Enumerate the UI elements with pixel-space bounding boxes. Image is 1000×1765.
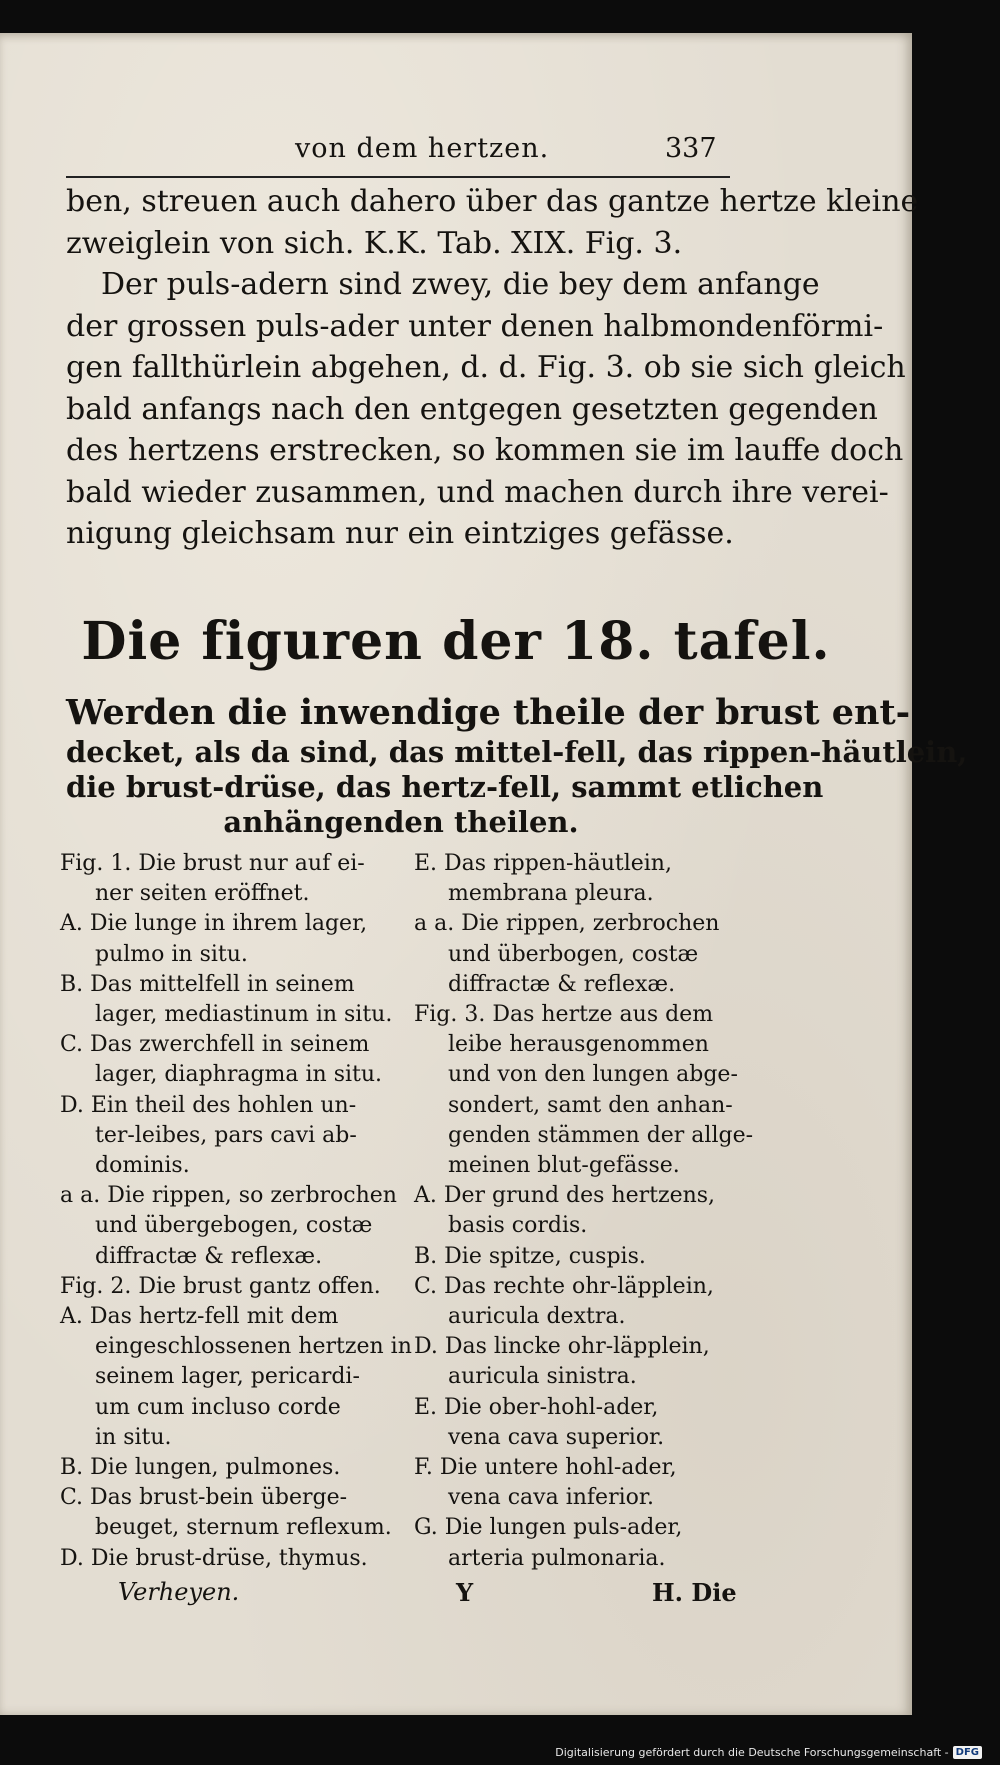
body-line: nigung gleichsam nur ein eintziges gefässe. — [66, 516, 734, 551]
legend-line: A. Die lunge in ihrem lager, — [60, 911, 368, 937]
legend-line: und übergebogen, costæ — [95, 1213, 373, 1239]
credit-text: Digitalisierung gefördert durch die Deutsche Forschungsgemeinschaft - — [555, 1746, 949, 1759]
legend-line: um cum incluso corde — [95, 1394, 341, 1420]
legend-line: C. Das zwerchfell in seinem — [60, 1032, 370, 1058]
legend-column-left — [60, 849, 412, 1574]
legend-line: sondert, samt den anhan- — [448, 1092, 733, 1118]
legend-line: D. Das lincke ohr-läpplein, — [414, 1334, 710, 1360]
legend-line: diffractæ & reflexæ. — [448, 971, 676, 997]
intro-line: Werden die inwendige theile der brust ent- — [66, 692, 911, 733]
legend-line: ner seiten eröffnet. — [95, 881, 310, 907]
legend-line: B. Das mittelfell in seinem — [60, 971, 355, 997]
intro-line: decket, als da sind, das mittel-fell, das rippen-häutlein, — [66, 735, 968, 769]
legend-line: E. Das rippen-häutlein, — [414, 851, 672, 876]
legend-line: C. Das brust-bein überge- — [60, 1485, 348, 1511]
legend-line: auricula sinistra. — [448, 1364, 637, 1390]
section-title: Die figuren der 18. tafel. — [81, 611, 831, 672]
signature-mark: Y — [456, 1578, 474, 1607]
body-paragraphs — [66, 181, 919, 555]
legend-line: in situ. — [95, 1424, 172, 1450]
legend-line: Fig. 2. Die brust gantz offen. — [60, 1273, 381, 1299]
legend-line: E. Die ober-hohl-ader, — [414, 1394, 659, 1420]
catchword-left: Verheyen. — [118, 1578, 240, 1606]
body-line: gen fallthürlein abgehen, d. d. Fig. 3. ob sie sich gleich — [66, 350, 906, 385]
legend-line: D. Ein theil des hohlen un- — [60, 1092, 357, 1118]
legend-line: lager, mediastinum in situ. — [95, 1002, 393, 1028]
legend-line: und überbogen, costæ — [448, 941, 699, 967]
legend-line: F. Die untere hohl-ader, — [414, 1455, 677, 1481]
legend-line: arteria pulmonaria. — [448, 1545, 666, 1571]
legend-line: und von den lungen abge- — [448, 1062, 738, 1088]
legend-column-right — [414, 849, 754, 1574]
legend-line: membrana pleura. — [448, 881, 654, 907]
legend-line: C. Das rechte ohr-läpplein, — [414, 1273, 714, 1299]
legend-line: eingeschlossenen hertzen in — [95, 1334, 412, 1360]
legend-line: a a. Die rippen, so zerbrochen — [60, 1183, 397, 1209]
legend-line: a a. Die rippen, zerbrochen — [414, 911, 720, 937]
intro-line: anhängenden theilen. — [223, 805, 579, 839]
legend-line: B. Die lungen, pulmones. — [60, 1455, 341, 1481]
legend-line: diffractæ & reflexæ. — [95, 1243, 323, 1269]
legend-line: beuget, sternum reflexum. — [95, 1515, 392, 1541]
legend-line: leibe herausgenommen — [448, 1032, 709, 1058]
running-head: von dem hertzen. — [295, 133, 550, 164]
header-rule — [66, 176, 730, 178]
legend-line: A. Das hertz-fell mit dem — [60, 1304, 339, 1330]
legend-line: ter-leibes, pars cavi ab- — [95, 1122, 357, 1148]
legend-line: seinem lager, pericardi- — [95, 1364, 360, 1390]
body-line: bald anfangs nach den entgegen gesetzten gegenden — [66, 391, 878, 427]
legend-line: D. Die brust-drüse, thymus. — [60, 1545, 368, 1571]
digitization-credit — [555, 1746, 982, 1759]
dfg-logo: DFG — [953, 1746, 982, 1759]
legend-line: vena cava superior. — [448, 1424, 665, 1450]
legend-line: genden stämmen der allge- — [448, 1122, 754, 1148]
legend-line: Fig. 1. Die brust nur auf ei- — [60, 851, 365, 876]
legend-line: G. Die lungen puls-ader, — [414, 1515, 683, 1541]
body-line: Der puls-adern sind zwey, die bey dem anfange — [101, 267, 820, 302]
body-line: ben, streuen auch dahero über das gantze hertze kleine — [66, 184, 919, 219]
book-page — [0, 33, 968, 1715]
body-line: des hertzens erstrecken, so kommen sie im lauffe doch — [66, 433, 904, 468]
intro-line: die brust-drüse, das hertz-fell, sammt etlichen — [66, 770, 824, 804]
legend-line: basis cordis. — [448, 1213, 588, 1239]
legend-line: auricula dextra. — [448, 1304, 626, 1330]
legend-line: Fig. 3. Das hertze aus dem — [414, 1002, 714, 1028]
catchword: H. Die — [652, 1578, 737, 1607]
body-line: der grossen puls-ader unter denen halbmondenförmi- — [66, 308, 884, 344]
legend-line: lager, diaphragma in situ. — [95, 1062, 383, 1088]
body-line: bald wieder zusammen, und machen durch ihre verei- — [66, 474, 889, 510]
legend-line: vena cava inferior. — [448, 1485, 654, 1511]
legend-line: dominis. — [95, 1153, 190, 1179]
page-number: 337 — [665, 133, 717, 164]
legend-line: B. Die spitze, cuspis. — [414, 1243, 646, 1269]
legend-line: A. Der grund des hertzens, — [414, 1183, 716, 1209]
section-intro — [66, 691, 968, 840]
body-line: zweiglein von sich. K.K. Tab. XIX. Fig. 3. — [66, 225, 683, 261]
legend-line: meinen blut-gefässe. — [448, 1153, 680, 1179]
legend-line: pulmo in situ. — [95, 941, 248, 967]
